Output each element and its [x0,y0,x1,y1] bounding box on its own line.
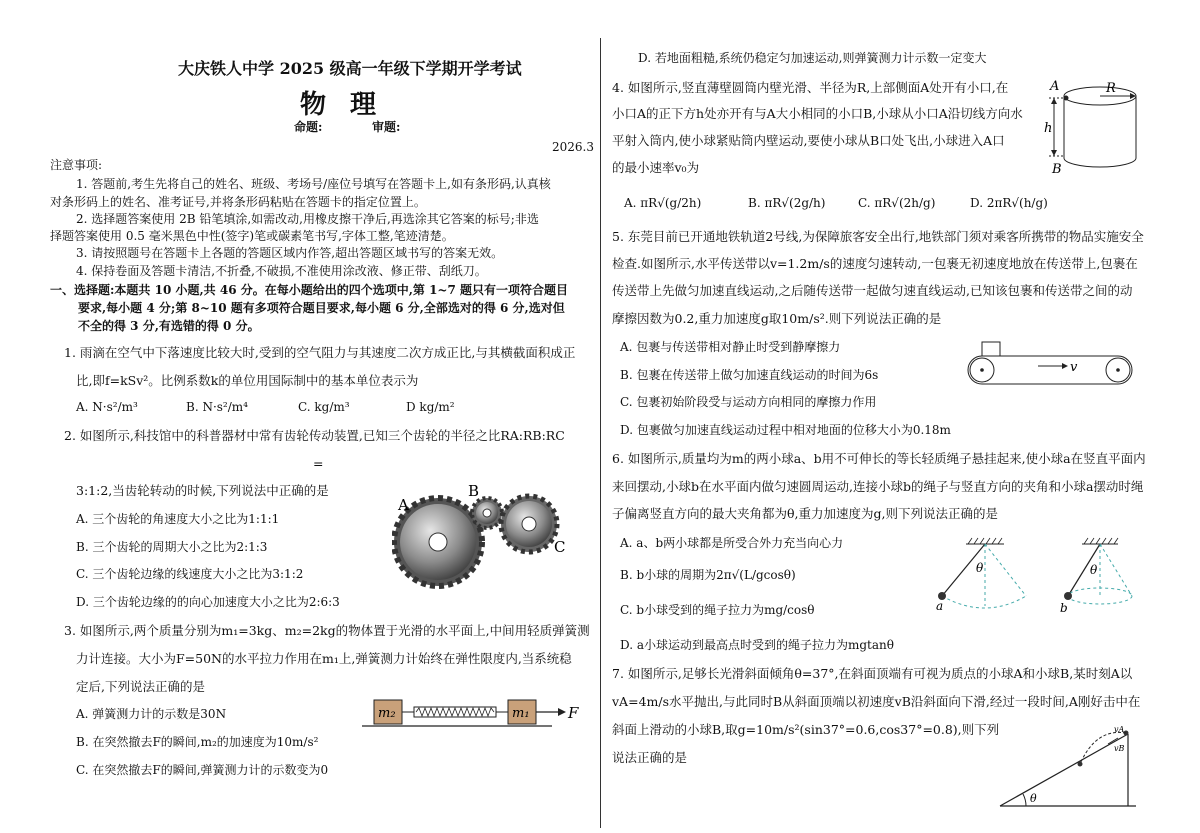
option-d: D. 2πR√(h/g) [970,196,1048,210]
reviewer-label: 审题: [372,120,401,134]
option-d: D. 包裹做匀加速直线运动过程中相对地面的位移大小为0.18m [620,423,951,437]
spring-scale-figure [362,694,582,730]
option-b: B. b小球的周期为2π√(L/gcosθ) [620,568,796,582]
option-a: A. N·s²/m³ [76,400,138,414]
conveyor-belt-figure [962,338,1138,388]
question-text: 6. 如图所示,质量均为m的两小球a、b用不可伸长的等长轻质绳子悬挂起来,使小球a在竖直平面内 [612,451,1146,466]
question-text: 斜面上滑动的小球B,取g=10m/s²(sin37°=0.6,cos37°=0.8),则下列 [612,722,1000,737]
option-d: D. a小球运动到最高点时受到的绳子拉力为mgtanθ [620,638,894,652]
option-b: B. N·s²/m⁴ [186,400,248,414]
question-text: 子偏离竖直方向的最大夹角都为θ,重力加速度为g,则下列说法正确的是 [612,506,998,521]
notice-item: 4. 保持卷面及答题卡清洁,不折叠,不破损,不准使用涂改液、修正带、刮纸刀。 [76,264,487,278]
proposer-label: 命题: [294,120,323,134]
question-text: 摩擦因数为0.2,重力加速度g取10m/s².则下列说法正确的是 [612,311,942,326]
radius-label: R [1106,81,1116,96]
subject-title: 物理 [300,90,401,120]
cylinder-figure [1044,76,1144,176]
point-a-label: A [1050,79,1060,94]
option-a: A. πR√(g/2h) [624,196,702,210]
question-text: 5. 东莞目前已开通地铁轨道2号线,为保障旅客安全出行,地铁部门须对乘客所携带的物品实施安全 [612,229,1144,244]
option-c: C. 包裹初始阶段受与运动方向相同的摩擦力作用 [620,395,877,409]
point-b-label: B [1052,162,1062,176]
velocity-b-label: vB [1114,744,1125,753]
option-a: A. a、b两小球都是所受合外力充当向心力 [620,536,844,550]
notice-item: 3. 请按照题号在答题卡上各题的答题区域内作答,超出答题区域书写的答案无效。 [76,246,504,260]
gear-label-b: B [468,482,480,500]
velocity-label: v [1070,360,1078,375]
question-text: = [313,456,324,471]
question-text: 传送带上先做匀加速直线运动,之后随传送带一起做匀速直线运动,已知该包裹和传送带之间的动 [612,283,1133,298]
question-text: 定后,下列说法正确的是 [76,679,205,694]
question-text: 小口A的正下方h处亦开有与A大小相同的小口B,小球从小口A沿切线方向水 [612,106,1023,121]
velocity-a-label: vA [1114,725,1125,734]
notice-heading: 注意事项: [50,158,103,172]
exam-date: 2026.3 [552,140,594,154]
notice-item: 2. 选择题答案使用 2B 铅笔填涂,如需改动,用橡皮擦干净后,再选涂其它答案的标号;非选 [76,212,539,226]
notice-item: 择题答案使用 0.5 毫米黑色中性(签字)笔或碳素笔书写,字体工整,笔迹清楚。 [50,229,454,243]
force-label: F [568,704,579,722]
question-text: 3. 如图所示,两个质量分别为m₁=3kg、m₂=2kg的物体置于光滑的水平面上,中间用轻质弹簧测 [64,623,590,638]
option-c: C. kg/m³ [298,400,350,414]
notice-item: 1. 答题前,考生先将自己的姓名、班级、考场号/座位号填写在答题卡上,如有条形码,认真核 [76,177,551,191]
question-text: 的最小速率v₀为 [612,160,700,175]
velocity-arrow-icon [1062,363,1068,369]
notice-item: 对条形码上的姓名、准考证号,并将条形码粘贴在答题卡的指定位置上。 [50,195,426,209]
gear-b [472,498,502,528]
gear-c [501,496,557,552]
exam-title: 大庆铁人中学 2025 级高一年级下学期开学考试 [178,59,522,78]
gears-figure [392,480,582,610]
question-text: vA=4m/s水平抛出,与此同时B从斜面顶端以初速度vB沿斜面向下滑,经过一段时间,A刚好击中在 [612,694,1141,709]
theta-label-b: θ [1090,563,1098,577]
option-a: A. 弹簧测力计的示数是30N [76,707,227,721]
ball-b-label: b [1060,601,1068,615]
section1-line: 不全的得 3 分,有选错的得 0 分。 [78,319,260,333]
option-a: A. 包裹与传送带相对静止时受到静摩擦力 [620,340,841,354]
section1-line: 一、选择题:本题共 10 小题,共 46 分。在每小题给出的四个选项中,第 1~7 题只有一项符合题目 [50,283,569,297]
option-c: C. 三个齿轮边缘的线速度大小之比为3:1:2 [76,567,304,581]
question-text: 检查.如图所示,水平传送带以v=1.2m/s的速度匀速转动,一包裹无初速度地放在传送带上,包裹在 [612,256,1138,271]
gear-label-c: C [554,538,566,556]
mass-m2-label: m₂ [378,706,396,721]
option-d: D. 三个齿轮边缘的的向心加速度大小之比为2:6:3 [76,595,340,609]
question-text: 来回摆动,小球b在水平面内做匀速圆周运动,连接小球b的绳子与竖直方向的夹角和小球a摆动时绳 [612,479,1144,494]
height-label: h [1044,121,1053,136]
option-d: D. 若地面粗糙,系统仍稳定匀加速运动,则弹簧测力计示数一定变大 [638,51,987,65]
question-text: 平射入筒内,使小球紧贴筒内壁运动,要使小球从B口处飞出,小球进入A口 [612,133,1005,148]
package-box [982,342,1000,356]
option-b: B. 在突然撤去F的瞬间,m₂的加速度为10m/s² [76,735,319,749]
section1-line: 要求,每小题 4 分;第 8~10 题有多项符合题目要求,每小题 6 分,全部选对的得 6 分,选对但 [78,301,565,315]
column-divider [600,38,601,828]
question-text: 比,即f=kSv²。比例系数k的单位用国际制中的基本单位表示为 [76,373,419,388]
pendulum-figure [932,534,1142,618]
option-c: C. 在突然撤去F的瞬间,弹簧测力计的示数变为0 [76,763,329,777]
gear-label-a: A [398,496,409,514]
question-text: 3:1:2,当齿轮转动的时候,下列说法中正确的是 [76,483,329,498]
question-text: 2. 如图所示,科技馆中的科普器材中常有齿轮传动装置,已知三个齿轮的半径之比RA:RB:RC [64,428,565,443]
option-c: C. b小球受到的绳子拉力为mg/cosθ [620,603,815,617]
option-d: D kg/m² [406,400,455,414]
question-text: 力计连接。大小为F=50N的水平拉力作用在m₁上,弹簧测力计始终在弹性限度内,当系统稳 [76,651,572,666]
question-text: 说法正确的是 [612,750,688,765]
angle-theta-label: θ [1030,792,1037,805]
option-b: B. 包裹在传送带上做匀加速直线运动的时间为6s [620,368,879,382]
ball-a-label: a [936,599,944,613]
option-a: A. 三个齿轮的角速度大小之比为1:1:1 [76,512,280,526]
mass-m1-label: m₁ [512,706,530,721]
question-text: 4. 如图所示,竖直薄壁圆筒内壁光滑、半径为R,上部侧面A处开有小口,在 [612,80,1009,95]
incline-figure [996,724,1144,810]
option-b: B. πR√(2g/h) [748,196,826,210]
question-text: 1. 雨滴在空气中下落速度比较大时,受到的空气阻力与其速度二次方成正比,与其横截面积成正 [64,345,576,360]
option-b: B. 三个齿轮的周期大小之比为2:1:3 [76,540,268,554]
question-text: 7. 如图所示,足够长光滑斜面倾角θ=37°,在斜面顶端有可视为质点的小球A和小球B,某时刻A以 [612,666,1133,681]
theta-label-a: θ [976,561,984,575]
force-arrow-icon [558,708,566,716]
option-c: C. πR√(2h/g) [858,196,936,210]
